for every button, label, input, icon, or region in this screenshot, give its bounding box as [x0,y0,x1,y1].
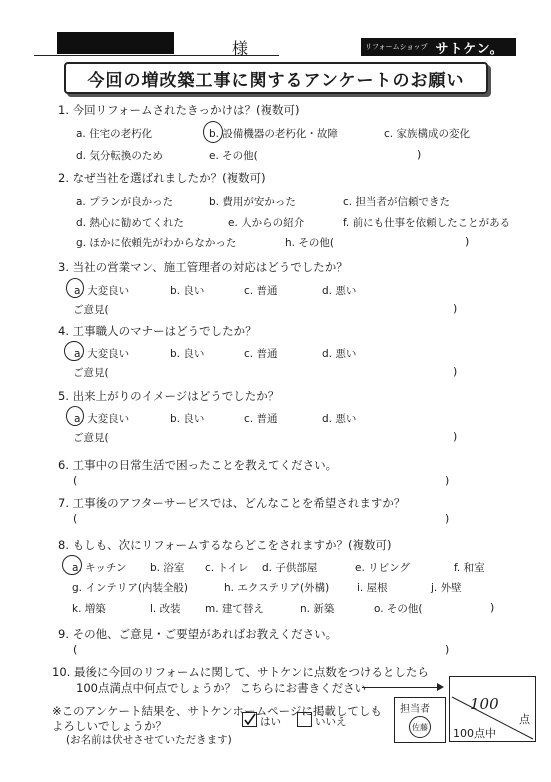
q8-close-paren: ) [490,601,495,614]
q6-close-paren: ) [445,474,450,487]
logo-small-text: リフォームショップ [365,43,428,51]
q2-option-h[interactable]: h. その他( [285,237,334,249]
q2-option-e[interactable]: e. 人からの紹介 [228,217,305,229]
q2-option-f[interactable]: f. 前にも仕事を依頼したことがある [343,217,511,229]
score-max-label: 100点中 [453,727,496,740]
footer-line3: (お名前は伏せさせていただきます) [66,734,232,746]
q8-option-b[interactable]: b. 浴室 [150,562,185,574]
q5-option-c[interactable]: c. 普通 [244,413,278,425]
q1-option-e[interactable]: e. その他( [209,150,258,162]
q1-b-circle-mark [203,121,223,143]
staff-hanko-stamp [409,716,431,738]
q8-option-k[interactable]: k. 増築 [72,603,106,615]
yes-label: はい [260,716,281,728]
q5-option-d[interactable]: d. 悪い [322,413,357,425]
survey-title: 今回の増改築工事に関するアンケートのお願い [64,62,488,94]
q9-close-paren: ) [445,643,450,656]
q3-option-b[interactable]: b. 良い [170,285,205,297]
q8-option-j[interactable]: j. 外壁 [431,582,462,594]
q7-open-paren[interactable]: ( [73,512,78,525]
sama-honorific: 様 [232,39,249,58]
q5-option-b[interactable]: b. 良い [170,413,205,425]
q2-option-c[interactable]: c. 担当者が信頼できた [343,196,450,208]
company-logo [361,38,516,56]
q8-option-m[interactable]: m. 建て替え [205,603,264,615]
q8-option-d[interactable]: d. 子供部屋 [262,562,318,574]
q3-option-c[interactable]: c. 普通 [244,285,278,297]
q3-close-paren: ) [453,302,458,315]
q2-option-d[interactable]: d. 熱心に勧めてくれた [76,217,184,229]
no-checkbox[interactable] [297,712,312,727]
q8-option-i[interactable]: i. 屋根 [357,582,388,594]
q4-close-paren: ) [453,365,458,378]
q1-option-a[interactable]: a. 住宅の老朽化 [76,128,153,140]
q4-comment-label[interactable]: ご意見( [73,367,109,379]
q4-a-circle-mark [64,341,84,361]
arrow-line [362,687,442,688]
question-8: 8. もしも、次にリフォームするならどこをされますか？(複数可) [58,538,392,552]
question-2: 2. なぜ当社を選ばれましたか？(複数可) [58,171,266,185]
q3-a-circle-mark [66,278,84,298]
q9-open-paren[interactable]: ( [73,643,78,656]
question-4: 4. 工事職人のマナーはどうでしたか？ [58,324,257,338]
q1-option-d[interactable]: d. 気分転換のため [76,150,163,162]
footer-line1: ※このアンケート結果を、サトケンホームページに掲載してしも [52,704,382,718]
q4-option-b[interactable]: b. 良い [170,348,205,360]
yes-checkbox[interactable] [242,712,257,727]
question-3: 3. 当社の営業マン、施工管理者の対応はどうでしたか？ [58,260,348,274]
question-5: 5. 出来上がりのイメージはどうでしたか？ [58,389,280,403]
score-box[interactable] [449,676,536,742]
q8-option-h[interactable]: h. エクステリア(外構) [224,582,330,594]
logo-brand-text: サトケン。 [435,41,504,57]
footer-line2: よろしいでしょうか？ [52,719,167,733]
q8-option-e[interactable]: e. リビング [355,562,410,574]
q4-option-a[interactable]: a. 大変良い [74,348,130,360]
check-mark-icon [243,713,256,726]
staff-stamp-name: 佐藤 [412,722,428,732]
score-handwritten-value: 100 [470,695,499,713]
q8-option-n[interactable]: n. 新築 [300,603,335,615]
question-10-line1: 10. 最後に今回のリフォームに関して、サトケンに点数をつけるとしたら [52,665,429,679]
question-9: 9. その他、ご意見・ご要望があればお教えください。 [58,627,338,641]
staff-label: 担当者 [400,704,430,715]
q4-option-d[interactable]: d. 悪い [322,348,357,360]
q8-option-c[interactable]: c. トイレ [205,562,249,574]
q8-option-l[interactable]: l. 改装 [150,603,181,615]
q3-option-a[interactable]: a. 大変良い [74,285,130,297]
q7-close-paren: ) [445,512,450,525]
arrow-right-icon [437,683,444,691]
q5-close-paren: ) [453,430,458,443]
staff-box [394,697,446,743]
q6-open-paren[interactable]: ( [73,474,78,487]
q5-comment-label[interactable]: ご意見( [73,432,109,444]
question-1: 1. 今回リフォームされたきっかけは？(複数可) [58,103,300,117]
q2-option-a[interactable]: a. プランが良かった [76,196,174,208]
score-unit: 点 [519,713,530,726]
q8-option-a[interactable]: a. キッチン [72,562,127,574]
q3-option-d[interactable]: d. 悪い [322,285,357,297]
q4-option-c[interactable]: c. 普通 [244,348,278,360]
q1-option-c[interactable]: c. 家族構成の変化 [384,128,470,140]
q8-a-circle-mark [62,555,82,575]
q8-option-o[interactable]: o. その他( [374,603,423,615]
question-10-line2: 100点満点中何点でしょうか？ こちらにお書きください [76,681,367,695]
q2-close-paren: ) [465,235,470,248]
q8-option-f[interactable]: f. 和室 [454,562,485,574]
customer-name-redacted [57,32,174,54]
q3-comment-label[interactable]: ご意見( [73,304,109,316]
q5-a-circle-mark [66,406,84,426]
q2-option-b[interactable]: b. 費用が安かった [209,196,296,208]
q2-option-g[interactable]: g. ほかに依頼先がわからなかった [76,237,237,249]
question-6: 6. 工事中の日常生活で困ったことを教えてください。 [58,458,338,472]
q5-option-a[interactable]: a. 大変良い [74,413,130,425]
q1-option-b[interactable]: b. 設備機器の老朽化・故障 [209,128,338,140]
question-7: 7. 工事後のアフターサービスでは、どんなことを希望されますか？ [58,496,406,510]
q8-option-g[interactable]: g. インテリア(内装全般) [72,582,189,594]
q1-close-paren: ) [417,148,422,161]
no-label: いいえ [315,716,347,728]
